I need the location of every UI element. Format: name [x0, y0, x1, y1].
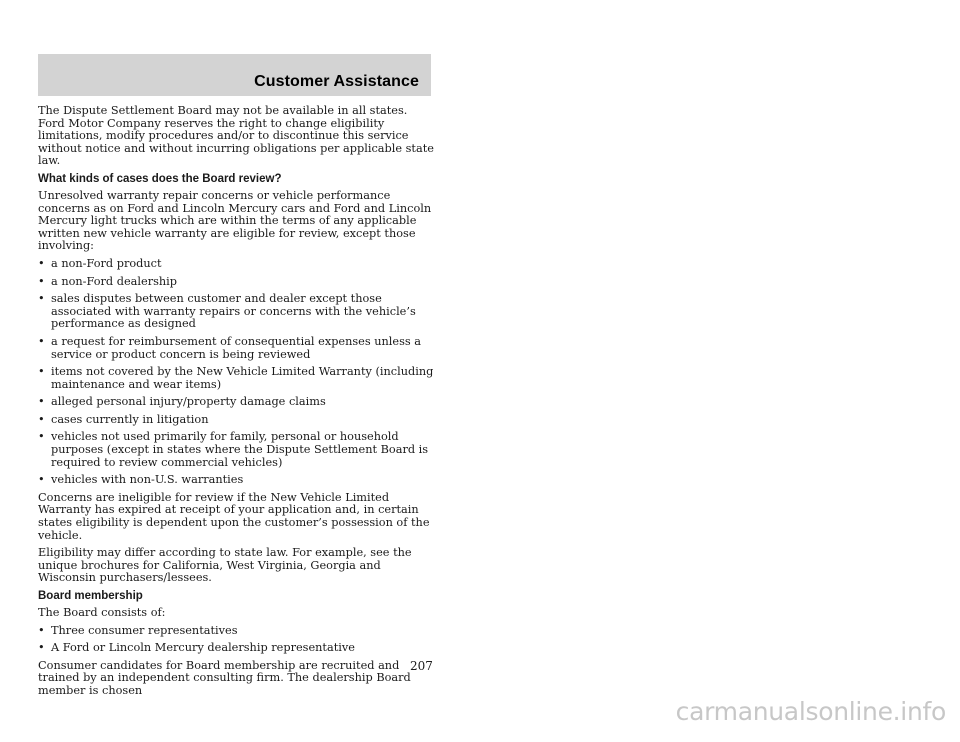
section-title: Customer Assistance	[254, 73, 419, 90]
membership-list	[38, 625, 434, 655]
section-header-bar	[38, 54, 431, 96]
page-number: 207	[410, 659, 433, 673]
watermark-text: carmanualsonline.info	[675, 697, 946, 726]
cases-heading: What kinds of cases does the Board review?	[38, 172, 282, 185]
list-item: • Three consumer representatives	[38, 625, 434, 638]
list-item: • a non-Ford dealership	[38, 276, 434, 289]
exclusions-list	[38, 258, 434, 487]
ineligible-paragraph: Concerns are ineligible for review if the New Vehicle Limited Warranty has expired at receipt of your application and, in certain states eligibility is dependent upon the customer’s possession of the vehicle.	[38, 490, 430, 542]
membership-heading: Board membership	[38, 590, 143, 602]
list-item: • vehicles with non-U.S. warranties	[38, 474, 434, 487]
list-item: • sales disputes between customer and dealer except those associated with warranty repairs or concerns with the vehicle’s performance as designed	[38, 293, 434, 331]
intro-paragraph: The Dispute Settlement Board may not be available in all states. Ford Motor Company reserves the right to change eligibility limitations, modify procedures and/or to discontinue this service without notice and without incurring obligations per applicable state law.	[38, 104, 434, 168]
list-item: • A Ford or Lincoln Mercury dealership representative	[38, 642, 434, 655]
cases-paragraph: Unresolved warranty repair concerns or vehicle performance concerns as on Ford and Lincoln Mercury cars and Ford and Lincoln Mercury light trucks which are within the terms of any applicable written new vehicle warranty are eligible for review, except those involving:	[38, 188, 432, 253]
list-item: • items not covered by the New Vehicle Limited Warranty (including maintenance and wear items)	[38, 366, 434, 391]
eligibility-paragraph: Eligibility may differ according to state law. For example, see the unique brochures for California, West Virginia, Georgia and Wisconsin purchasers/lessees.	[38, 546, 412, 585]
candidates-paragraph: Consumer candidates for Board membership are recruited and trained by an independent consulting firm. The dealership Board member is chosen	[38, 658, 411, 697]
list-item: • a request for reimbursement of consequential expenses unless a service or product concern is being reviewed	[38, 336, 434, 361]
list-item: • a non-Ford product	[38, 258, 434, 271]
membership-paragraph: The Board consists of:	[38, 606, 166, 619]
list-item: • cases currently in litigation	[38, 414, 434, 427]
page-content	[38, 105, 434, 703]
list-item: • alleged personal injury/property damage claims	[38, 396, 434, 409]
list-item: • vehicles not used primarily for family, personal or household purposes (except in states where the Dispute Settlement Board is required to review commercial vehicles)	[38, 431, 434, 469]
